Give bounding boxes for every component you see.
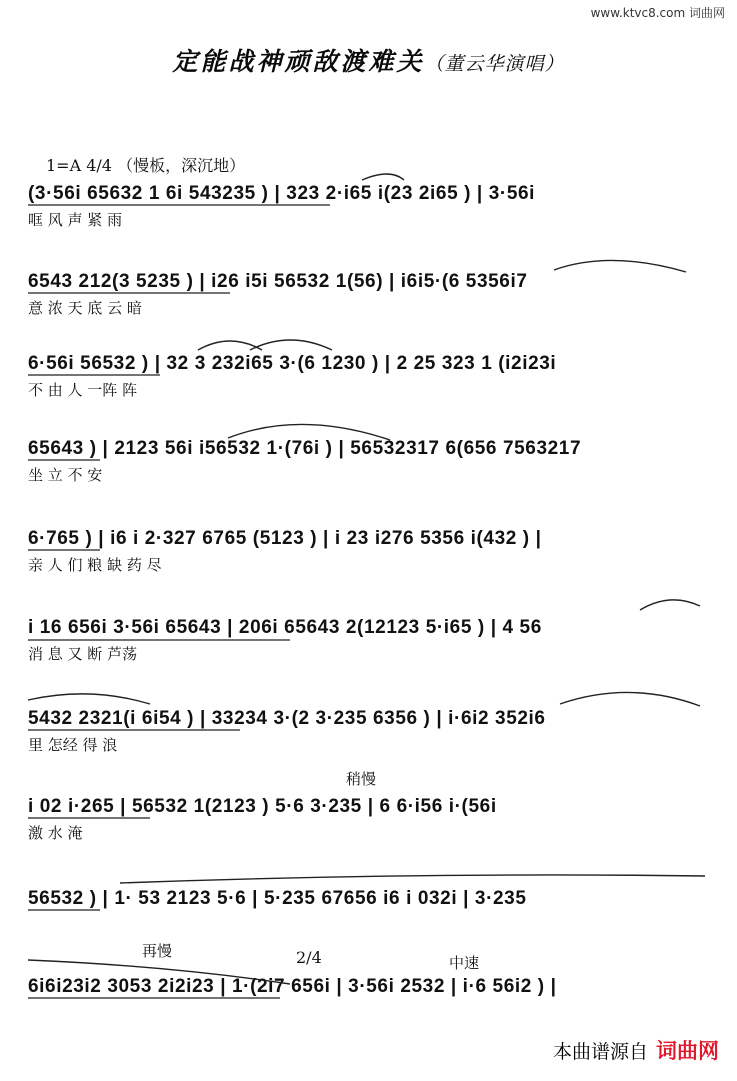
lyrics-line: 坐 立 不 安 — [28, 466, 103, 484]
notes-line: 6·765 ) | i6 i 2·327 6765 (5123 ) | i 23 i276 5356 i(432 ) | — [28, 528, 542, 549]
time-signature-mark: 2/4 — [296, 948, 322, 967]
source-text: 本曲谱源自 — [552, 1041, 648, 1063]
key-tempo-meta: 1=A 4/4 （慢板，深沉地） — [46, 156, 246, 175]
lyrics-line: 激 水 淹 — [28, 824, 83, 842]
song-singer: （董云华演唱） — [424, 53, 565, 75]
lyrics-line: 里 怎经 得 浪 — [28, 736, 118, 754]
lyrics-line: 不 由 人 一阵 阵 — [28, 381, 138, 399]
notes-line: i 02 i·265 | 56532 1(2123 ) 5·6 3·235 | 6 6·i56 i·(56i — [28, 796, 497, 817]
tempo-mark-medium: 中速 — [449, 954, 480, 972]
source-footer — [553, 1035, 719, 1065]
lyrics-line: 意 浓 天 底 云 暗 — [28, 299, 142, 317]
notes-line: (3·56i 65632 1 6i 543235 ) | 323 2·i65 i(23 2i65 ) | 3·56i — [28, 183, 536, 204]
brand-logo-text[interactable]: 词曲网 — [656, 1039, 719, 1063]
notes-line: 5432 2321(i 6i54 ) | 33234 3·(2 3·235 6356 ) | i·6i2 352i6 — [28, 708, 546, 729]
watermark-url: www.ktvc8.com 词曲网 — [590, 6, 725, 20]
lyrics-line: 消 息 又 断 芦荡 — [28, 645, 138, 663]
notes-line: 6i6i23i2 3053 2i2i23 | 1·(2i7 656i | 3·56i 2532 | i·6 56i2 ) | — [28, 976, 557, 997]
notes-line: i 16 656i 3·56i 65643 | 206i 65643 2(12123 5·i65 ) | 4 56 — [28, 617, 542, 638]
notes-line: 56532 ) | 1· 53 2123 5·6 | 5·235 67656 i6 i 032i | 3·235 — [28, 888, 527, 909]
song-title-main: 定能战神顽敌渡难关 — [172, 47, 425, 76]
lyrics-line: 哐 风 声 紧 雨 — [28, 211, 123, 229]
notes-line: 6·56i 56532 ) | 32 3 232i65 3·(6 1230 ) | 2 25 323 1 (i2i23i — [28, 353, 557, 374]
tempo-mark-slightly-slower: 稍慢 — [346, 770, 377, 788]
lyrics-line: 亲 人 们 粮 缺 药 尽 — [28, 556, 162, 574]
notes-line: 65643 ) | 2123 56i i56532 1·(76i ) | 56532317 6(656 7563217 — [28, 438, 582, 459]
notes-line: 6543 212(3 5235 ) | i26 i5i 56532 1(56) | i6i5·(6 5356i7 — [28, 271, 528, 292]
tempo-mark-slower-again: 再慢 — [142, 942, 173, 960]
